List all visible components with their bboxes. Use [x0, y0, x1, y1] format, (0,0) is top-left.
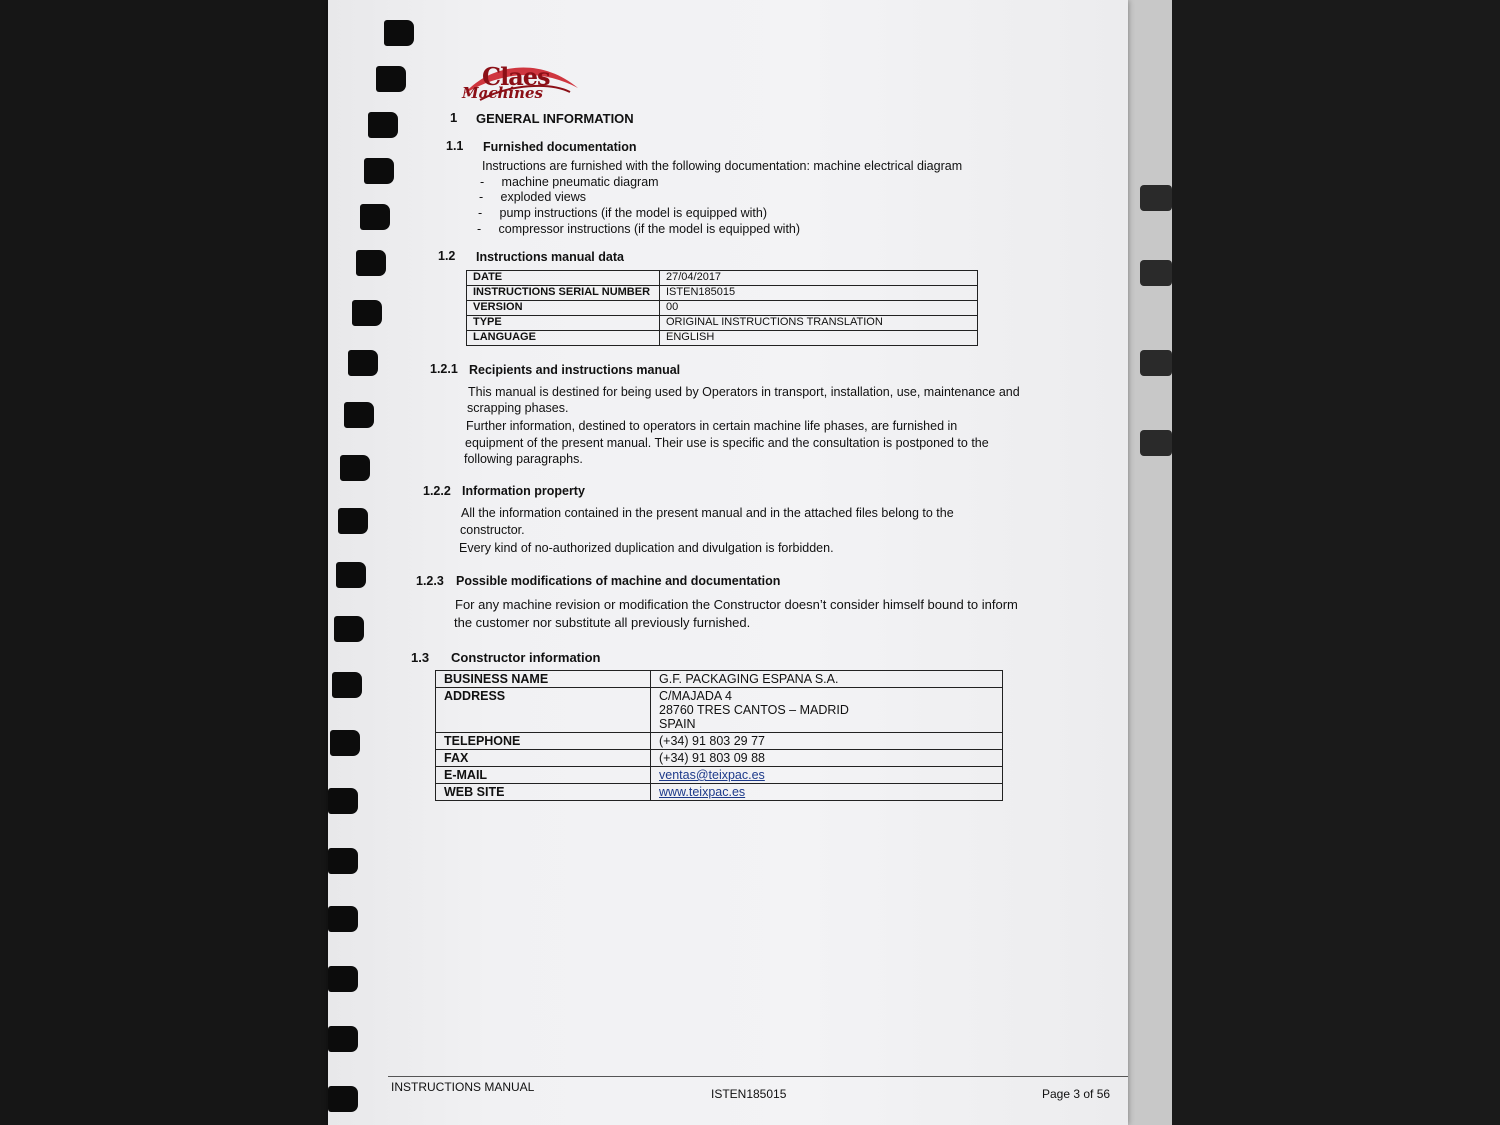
footer-serial: ISTEN185015 — [711, 1087, 787, 1101]
list-item: - pump instructions (if the model is equipped with) — [478, 206, 768, 220]
subsection-number: 1.2.2 — [423, 484, 451, 498]
subsection-title: Constructor information — [451, 650, 601, 665]
list-item: - machine pneumatic diagram — [480, 175, 659, 189]
email-cell — [651, 767, 1003, 784]
paragraph-line: This manual is destined for being used by Operators in transport, installation, use, maintenance and — [468, 385, 1020, 399]
list-item-text: machine pneumatic diagram — [501, 175, 659, 189]
list-item: - exploded views — [479, 190, 586, 204]
website-cell — [651, 784, 1003, 801]
subsection-title: Recipients and instructions manual — [469, 363, 681, 377]
table-key: BUSINESS NAME — [436, 671, 651, 688]
table-key: LANGUAGE — [467, 331, 660, 346]
email-link[interactable]: ventas@teixpac.es — [659, 768, 765, 782]
footer-title: INSTRUCTIONS MANUAL — [391, 1080, 535, 1094]
table-row — [467, 286, 978, 301]
paragraph-line: Every kind of no-authorized duplication and divulgation is forbidden. — [459, 541, 834, 555]
table-row — [467, 271, 978, 286]
table-key: INSTRUCTIONS SERIAL NUMBER — [467, 286, 660, 301]
table-value: ORIGINAL INSTRUCTIONS TRANSLATION — [660, 316, 978, 331]
table-value: 27/04/2017 — [660, 271, 978, 286]
paragraph-line: following paragraphs. — [464, 452, 583, 466]
table-value: 00 — [660, 301, 978, 316]
list-item-text: exploded views — [500, 190, 586, 204]
list-item: - compressor instructions (if the model is equipped with) — [477, 222, 801, 236]
manual-data-table — [466, 270, 978, 346]
table-value: ENGLISH — [660, 331, 978, 346]
rack-slot — [1140, 350, 1172, 376]
rack-slot — [1140, 260, 1172, 286]
logo-text-machines: Machines — [462, 84, 543, 102]
paragraph-line: Further information, destined to operators in certain machine life phases, are furnished in — [466, 419, 958, 433]
logo-text-claes: Claes — [482, 62, 550, 91]
address-line: SPAIN — [659, 717, 696, 731]
subsection-title: Possible modifications of machine and documentation — [456, 574, 781, 588]
table-key: VERSION — [467, 301, 660, 316]
subsection-title: Information property — [462, 484, 585, 498]
footer-divider — [388, 1076, 1128, 1077]
paragraph-line: equipment of the present manual. Their use is specific and the consultation is postponed to the — [465, 436, 989, 450]
table-key: TYPE — [467, 316, 660, 331]
background-right — [1130, 0, 1500, 1125]
subsection-number: 1.2.1 — [430, 362, 458, 376]
address-line: C/MAJADA 4 — [659, 689, 732, 703]
table-row — [436, 733, 1003, 750]
table-row — [467, 301, 978, 316]
paragraph-line: For any machine revision or modification the Constructor doesn’t consider himself bound to inform — [455, 597, 1018, 612]
fax-value: (+34) 91 803 09 88 — [651, 750, 1003, 767]
address-line: 28760 TRES CANTOS – MADRID — [659, 703, 849, 717]
table-row — [436, 688, 1003, 733]
list-item-text: compressor instructions (if the model is equipped with) — [498, 222, 801, 236]
telephone-value: (+34) 91 803 29 77 — [651, 733, 1003, 750]
table-value: G.F. PACKAGING ESPANA S.A. — [651, 671, 1003, 688]
section-title: GENERAL INFORMATION — [476, 111, 634, 126]
subsection-title: Instructions manual data — [476, 250, 624, 264]
table-row — [467, 331, 978, 346]
table-key: E-MAIL — [436, 767, 651, 784]
list-item-text: pump instructions (if the model is equipped with) — [499, 206, 768, 220]
table-key: ADDRESS — [436, 688, 651, 733]
table-row — [436, 671, 1003, 688]
background-left — [0, 0, 330, 1125]
footer-page-number: Page 3 of 56 — [1042, 1087, 1111, 1101]
address-cell — [651, 688, 1003, 733]
subsection-number: 1.3 — [411, 650, 430, 665]
document-page — [328, 0, 1128, 1125]
table-key: TELEPHONE — [436, 733, 651, 750]
paragraph: Instructions are furnished with the following documentation: machine electrical diagram — [482, 159, 963, 173]
table-key: DATE — [467, 271, 660, 286]
paragraph-line: scrapping phases. — [467, 401, 569, 415]
paragraph-line: the customer nor substitute all previously furnished. — [454, 615, 751, 630]
paragraph-line: All the information contained in the present manual and in the attached files belong to the — [461, 506, 954, 520]
table-key: FAX — [436, 750, 651, 767]
constructor-table — [435, 670, 1003, 801]
subsection-number: 1.2.3 — [416, 574, 444, 588]
spiral-binding — [328, 0, 402, 1125]
table-row — [467, 316, 978, 331]
section-number: 1 — [450, 110, 458, 125]
rack-slot — [1140, 185, 1172, 211]
table-row — [436, 767, 1003, 784]
paragraph-line: constructor. — [460, 523, 525, 537]
metal-rack — [1128, 0, 1172, 1125]
table-key: WEB SITE — [436, 784, 651, 801]
subsection-number: 1.2 — [438, 249, 456, 263]
table-row — [436, 784, 1003, 801]
website-link[interactable]: www.teixpac.es — [659, 785, 746, 799]
rack-slot — [1140, 430, 1172, 456]
table-value: ISTEN185015 — [660, 286, 978, 301]
subsection-number: 1.1 — [446, 139, 464, 153]
subsection-title: Furnished documentation — [483, 140, 637, 154]
table-row — [436, 750, 1003, 767]
